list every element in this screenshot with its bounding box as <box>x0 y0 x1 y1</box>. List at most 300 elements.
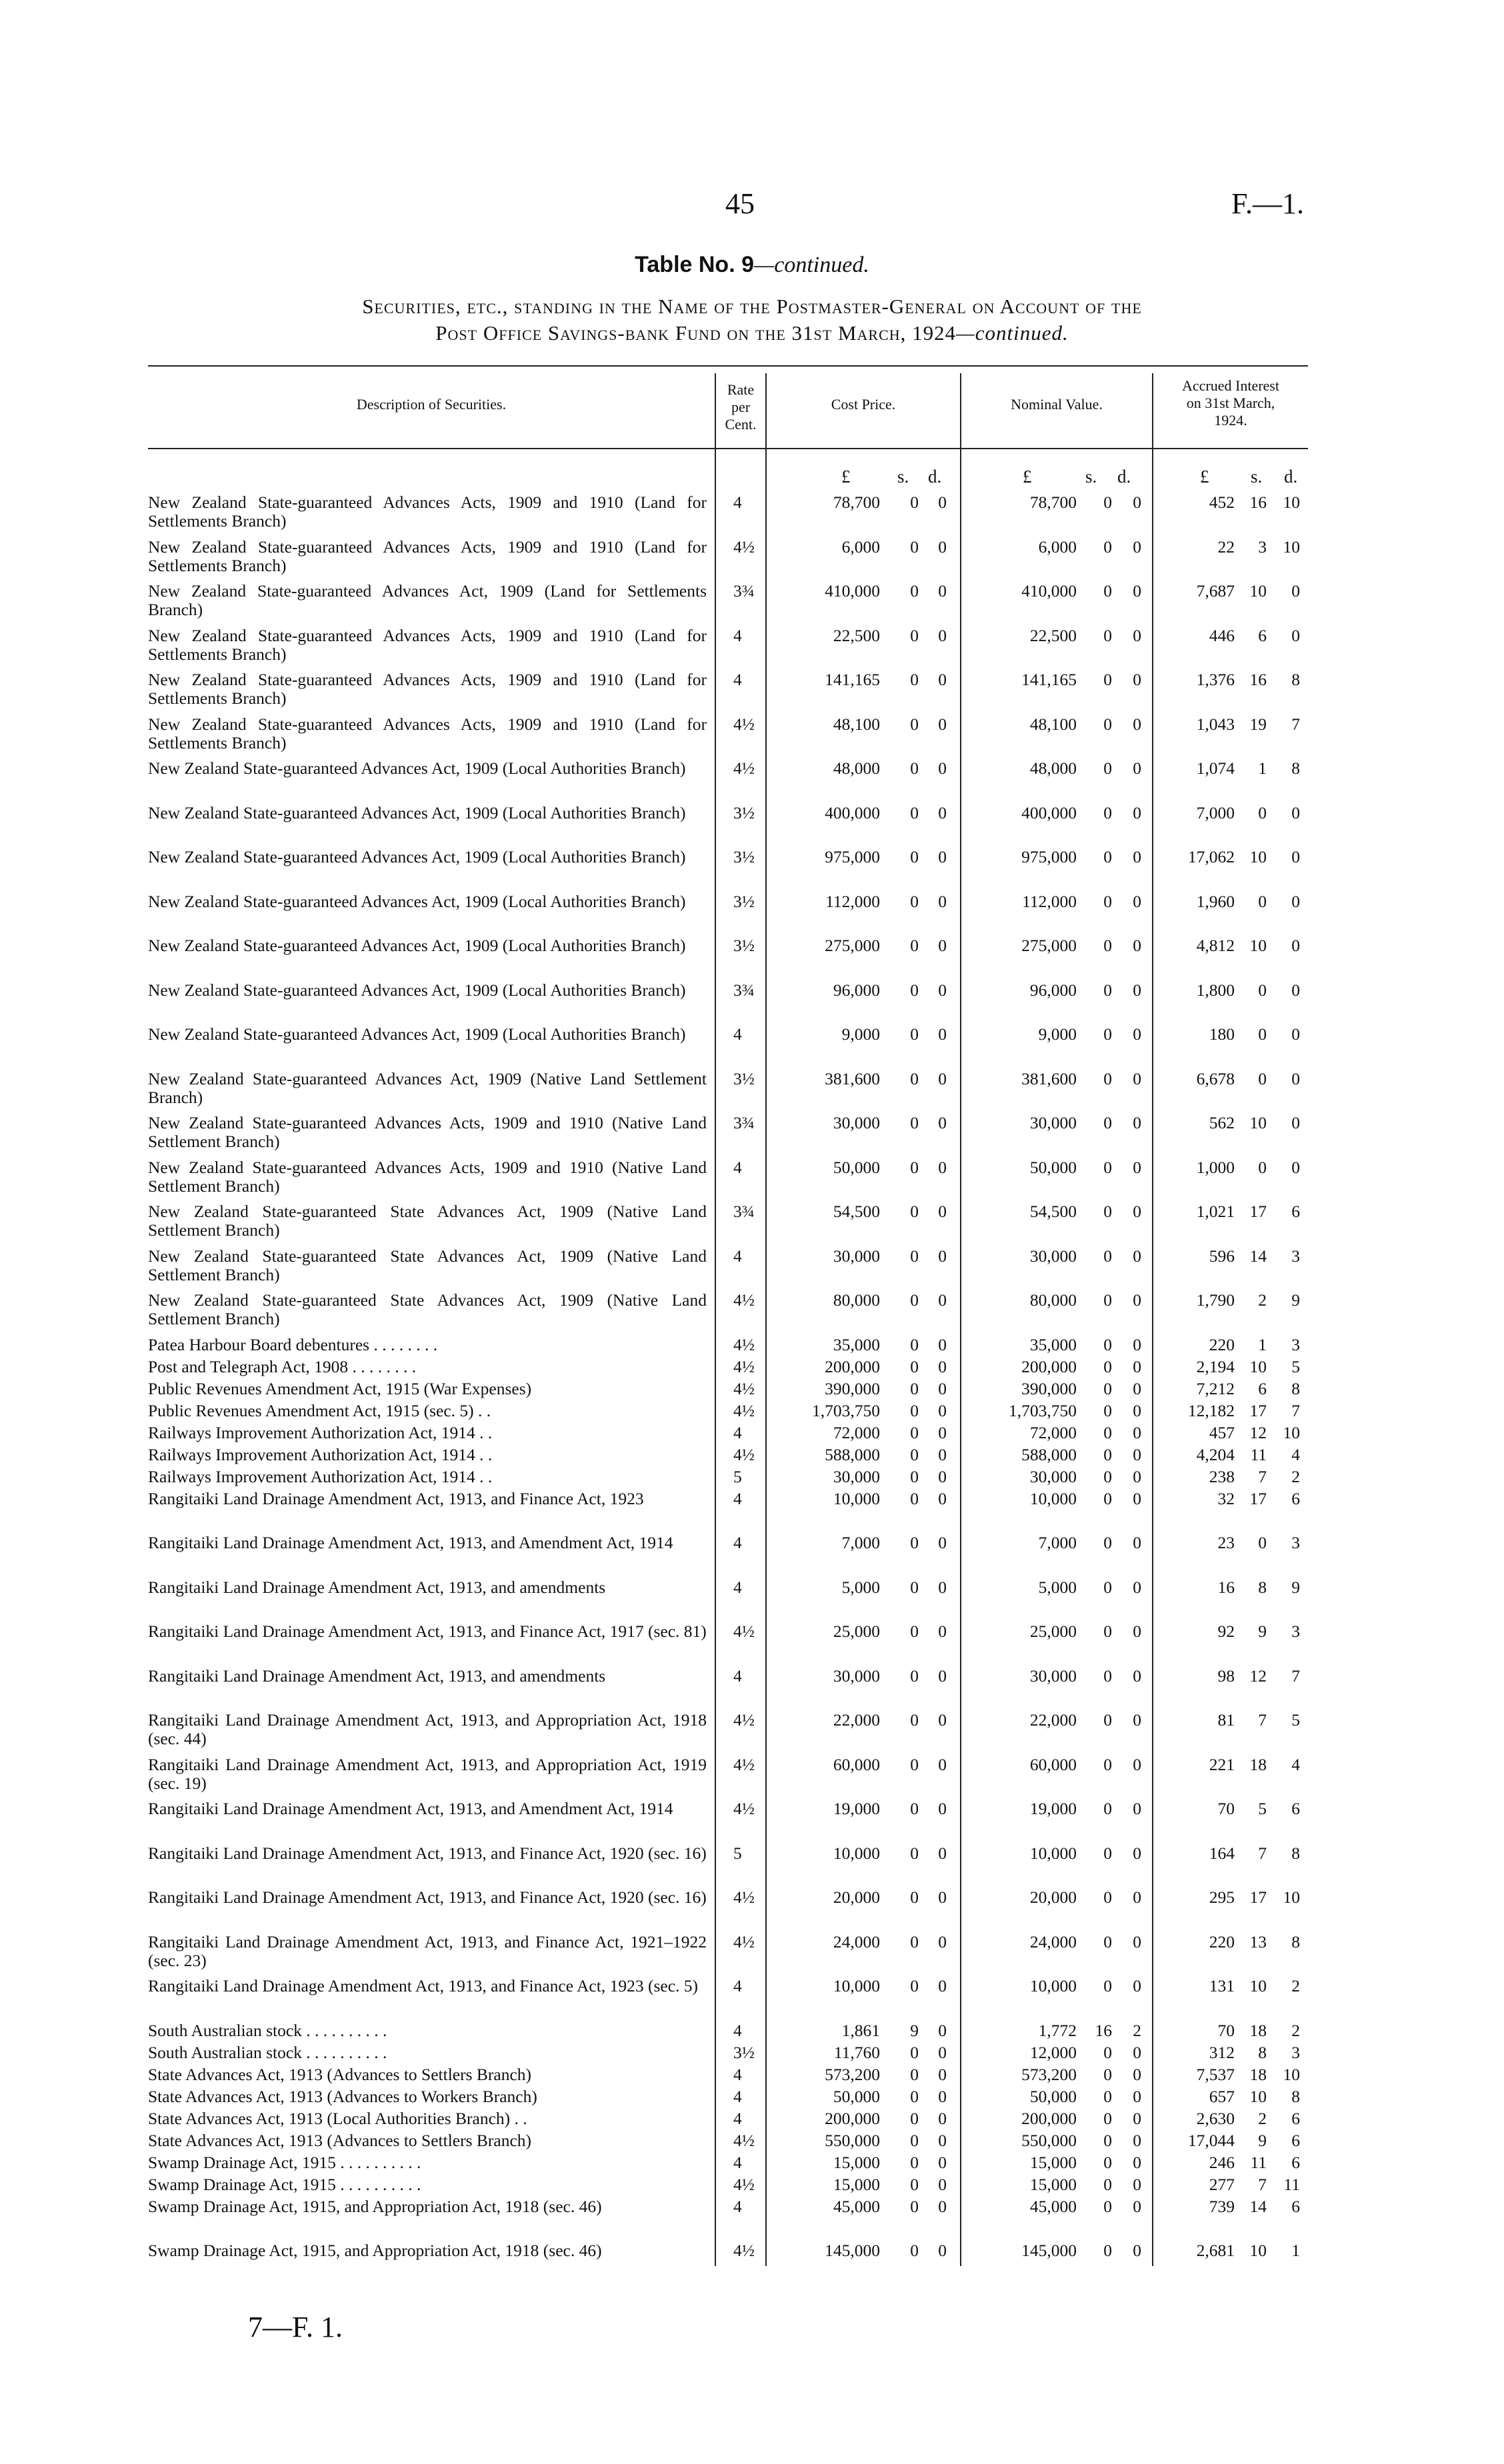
row-cost-pounds: 30,000 <box>833 1466 880 1486</box>
row-description: New Zealand State-guaranteed Advances Act, 1909 (Local Authorities Branch) <box>148 1024 686 1044</box>
subtitle-line-1: Securities, etc., standing in the Name of the Postmaster-General on Account of the <box>362 295 1142 318</box>
row-accrued-pounds: 22 <box>1217 537 1235 557</box>
row-accrued-pence: 1 <box>1291 2241 1300 2260</box>
row-cost-shillings: 0 <box>910 2241 919 2260</box>
row-accrued-pence: 4 <box>1291 1444 1300 1464</box>
row-description: Rangitaiki Land Drainage Amendment Act, 1913, and amendments <box>148 1577 606 1597</box>
row-rate: 4 <box>733 2196 742 2216</box>
row-cost-pence: 0 <box>938 1157 947 1177</box>
row-nominal-shillings: 0 <box>1103 1400 1112 1420</box>
row-cost-pounds: 50,000 <box>833 1157 880 1177</box>
row-cost-shillings: 0 <box>910 980 919 1000</box>
row-nominal-pounds: 54,500 <box>1029 1202 1077 1221</box>
row-nominal-pence: 0 <box>1133 1754 1141 1774</box>
row-nominal-shillings: 0 <box>1103 802 1112 822</box>
row-description: Railways Improvement Authorization Act, 1914 . . <box>148 1422 493 1442</box>
row-cost-pence: 0 <box>938 1710 947 1730</box>
row-accrued-pence: 7 <box>1291 1666 1300 1686</box>
row-rate: 4 <box>733 1157 742 1177</box>
unit-accrued-shillings: s. <box>1251 467 1263 487</box>
row-cost-pounds: 22,000 <box>833 1710 880 1730</box>
row-description: Rangitaiki Land Drainage Amendment Act, 1913, and Finance Act, 1923 <box>148 1488 644 1508</box>
row-nominal-pence: 0 <box>1133 2064 1141 2084</box>
row-cost-pounds: 1,703,750 <box>812 1400 880 1420</box>
row-rate: 4½ <box>733 1710 755 1730</box>
row-cost-pounds: 10,000 <box>833 1488 880 1508</box>
row-cost-pence: 0 <box>938 2174 947 2194</box>
row-rate: 4 <box>733 2020 742 2040</box>
row-cost-shillings: 0 <box>910 1246 919 1266</box>
row-cost-pence: 0 <box>938 714 947 734</box>
column-rule-3 <box>960 373 961 2266</box>
row-description: State Advances Act, 1913 (Advances to Workers Branch) <box>148 2086 537 2106</box>
row-rate: 4½ <box>733 1931 755 1951</box>
row-cost-pounds: 35,000 <box>833 1334 880 1354</box>
row-accrued-pence: 2 <box>1291 1466 1300 1486</box>
row-cost-pence: 0 <box>938 1533 947 1552</box>
row-nominal-pounds: 112,000 <box>1022 891 1077 911</box>
row-cost-pence: 0 <box>938 1246 947 1266</box>
row-description: New Zealand State-guaranteed State Advances Act, 1909 (Native Land Settlement Branch) <box>148 1290 707 1328</box>
row-rate: 4 <box>733 1533 742 1552</box>
row-accrued-pence: 0 <box>1291 847 1300 866</box>
row-cost-pence: 0 <box>938 980 947 1000</box>
row-accrued-shillings: 14 <box>1249 1246 1267 1266</box>
row-accrued-pounds: 246 <box>1209 2152 1235 2172</box>
row-nominal-pence: 0 <box>1133 714 1141 734</box>
row-rate: 5 <box>733 1843 742 1863</box>
row-cost-pence: 0 <box>938 1887 947 1907</box>
row-nominal-shillings: 0 <box>1103 2108 1112 2128</box>
column-rule-4 <box>1152 373 1153 2266</box>
row-nominal-pence: 0 <box>1133 1710 1141 1730</box>
row-accrued-pounds: 4,204 <box>1196 1444 1235 1464</box>
row-accrued-pence: 0 <box>1291 1024 1300 1044</box>
row-nominal-pence: 0 <box>1133 1290 1141 1310</box>
row-nominal-pounds: 10,000 <box>1029 1488 1077 1508</box>
row-nominal-pence: 0 <box>1133 1577 1141 1597</box>
row-accrued-pounds: 657 <box>1209 2086 1235 2106</box>
row-cost-pounds: 11,760 <box>833 2042 880 2062</box>
row-accrued-pounds: 277 <box>1209 2174 1235 2194</box>
row-cost-pounds: 10,000 <box>833 1843 880 1863</box>
row-accrued-pence: 3 <box>1291 1334 1300 1354</box>
row-accrued-shillings: 2 <box>1258 2108 1267 2128</box>
row-rate: 4½ <box>733 758 755 778</box>
row-cost-pounds: 573,200 <box>825 2064 880 2084</box>
row-description: New Zealand State-guaranteed Advances Act, 1909 (Local Authorities Branch) <box>148 936 686 955</box>
row-nominal-shillings: 0 <box>1103 2042 1112 2062</box>
row-rate: 3½ <box>733 1068 755 1088</box>
row-accrued-pounds: 7,212 <box>1196 1378 1235 1398</box>
row-accrued-shillings: 11 <box>1250 1444 1267 1464</box>
row-accrued-pence: 0 <box>1291 1113 1300 1132</box>
row-nominal-pence: 0 <box>1133 537 1141 557</box>
row-cost-shillings: 0 <box>910 1378 919 1398</box>
row-cost-pence: 0 <box>938 891 947 911</box>
row-accrued-shillings: 0 <box>1258 980 1267 1000</box>
unit-accrued-pence: d. <box>1284 467 1298 487</box>
row-nominal-pounds: 5,000 <box>1038 1577 1077 1597</box>
row-accrued-shillings: 7 <box>1258 1710 1267 1730</box>
row-accrued-shillings: 10 <box>1249 581 1267 601</box>
row-accrued-pounds: 7,000 <box>1196 802 1235 822</box>
row-nominal-pounds: 10,000 <box>1029 1976 1077 1995</box>
row-cost-pence: 0 <box>938 2130 947 2150</box>
row-rate: 3½ <box>733 2042 755 2062</box>
row-accrued-pounds: 180 <box>1209 1024 1235 1044</box>
row-cost-shillings: 0 <box>910 1931 919 1951</box>
row-accrued-pounds: 446 <box>1209 625 1235 645</box>
row-accrued-pence: 9 <box>1291 1290 1300 1310</box>
subtitle-line-2-suffix: —continued. <box>956 321 1069 345</box>
row-accrued-pounds: 98 <box>1217 1666 1235 1686</box>
row-cost-shillings: 0 <box>910 1577 919 1597</box>
row-cost-pounds: 390,000 <box>825 1378 880 1398</box>
col-header-rate <box>716 381 765 433</box>
row-cost-shillings: 0 <box>910 1799 919 1818</box>
row-nominal-shillings: 0 <box>1103 625 1112 645</box>
row-nominal-pounds: 975,000 <box>1021 847 1077 866</box>
row-cost-shillings: 0 <box>910 1202 919 1221</box>
row-nominal-pounds: 145,000 <box>1021 2241 1077 2260</box>
row-accrued-pounds: 1,376 <box>1196 670 1235 689</box>
row-rate: 4½ <box>733 2174 755 2194</box>
row-accrued-shillings: 3 <box>1258 537 1267 557</box>
row-nominal-shillings: 0 <box>1103 758 1112 778</box>
row-cost-pounds: 54,500 <box>833 1202 880 1221</box>
row-accrued-pounds: 7,687 <box>1196 581 1235 601</box>
row-nominal-pounds: 30,000 <box>1029 1246 1077 1266</box>
row-description: New Zealand State-guaranteed Advances Act, 1909 (Local Authorities Branch) <box>148 891 686 911</box>
table-title-main: Table No. 9 <box>635 252 755 277</box>
row-nominal-pounds: 15,000 <box>1029 2152 1077 2172</box>
row-accrued-pence: 0 <box>1291 936 1300 955</box>
row-nominal-shillings: 0 <box>1103 1976 1112 1995</box>
row-cost-pence: 0 <box>938 1622 947 1641</box>
row-accrued-pence: 6 <box>1291 2152 1300 2172</box>
row-nominal-pounds: 573,200 <box>1021 2064 1077 2084</box>
row-cost-pounds: 141,165 <box>825 670 880 689</box>
row-accrued-pounds: 12,182 <box>1187 1400 1235 1420</box>
row-accrued-pence: 4 <box>1291 1754 1300 1774</box>
row-nominal-pounds: 200,000 <box>1021 2108 1077 2128</box>
unit-nominal-pound: £ <box>1023 467 1032 487</box>
row-rate: 4 <box>733 1246 742 1266</box>
row-cost-pounds: 30,000 <box>833 1246 880 1266</box>
row-rate: 4½ <box>733 1799 755 1818</box>
row-accrued-pounds: 238 <box>1209 1466 1235 1486</box>
row-accrued-pence: 10 <box>1283 1422 1300 1442</box>
row-nominal-shillings: 0 <box>1103 1422 1112 1442</box>
row-rate: 3½ <box>733 891 755 911</box>
row-cost-pence: 0 <box>938 1466 947 1486</box>
row-accrued-pence: 8 <box>1291 2086 1300 2106</box>
row-cost-shillings: 0 <box>910 1157 919 1177</box>
row-nominal-pounds: 275,000 <box>1021 936 1077 955</box>
row-rate: 4 <box>733 670 742 689</box>
row-nominal-pence: 0 <box>1133 1113 1141 1132</box>
row-cost-pounds: 7,000 <box>841 1533 880 1552</box>
row-description: Swamp Drainage Act, 1915 . . . . . . . . . . <box>148 2174 421 2194</box>
row-accrued-shillings: 18 <box>1249 2020 1267 2040</box>
row-nominal-shillings: 0 <box>1103 2196 1112 2216</box>
row-cost-pounds: 588,000 <box>825 1444 880 1464</box>
row-accrued-pence: 3 <box>1291 1246 1300 1266</box>
row-description: South Australian stock . . . . . . . . . . <box>148 2042 387 2062</box>
row-rate: 3½ <box>733 802 755 822</box>
row-cost-pence: 0 <box>938 1356 947 1376</box>
row-accrued-shillings: 0 <box>1258 1068 1267 1088</box>
row-cost-shillings: 0 <box>910 1976 919 1995</box>
row-accrued-pounds: 220 <box>1209 1931 1235 1951</box>
col-header-accrued-line-3: 1924. <box>1214 412 1247 429</box>
row-nominal-pounds: 1,772 <box>1038 2020 1077 2040</box>
row-accrued-pounds: 70 <box>1217 2020 1235 2040</box>
row-description: Rangitaiki Land Drainage Amendment Act, 1913, and Finance Act, 1921–1922 (sec. 23) <box>148 1931 707 1970</box>
row-nominal-pence: 0 <box>1133 1533 1141 1552</box>
row-nominal-shillings: 0 <box>1103 1754 1112 1774</box>
row-cost-pounds: 48,100 <box>833 714 880 734</box>
row-accrued-pence: 6 <box>1291 1799 1300 1818</box>
row-nominal-shillings: 0 <box>1103 2064 1112 2084</box>
row-nominal-pence: 0 <box>1133 758 1141 778</box>
row-cost-pounds: 550,000 <box>825 2130 880 2150</box>
row-nominal-shillings: 0 <box>1103 1887 1112 1907</box>
row-cost-shillings: 0 <box>910 758 919 778</box>
row-nominal-pence: 0 <box>1133 2130 1141 2150</box>
row-nominal-pence: 0 <box>1133 1378 1141 1398</box>
row-accrued-pounds: 1,074 <box>1196 758 1235 778</box>
row-cost-pence: 0 <box>938 802 947 822</box>
row-rate: 4½ <box>733 714 755 734</box>
row-nominal-pounds: 141,165 <box>1021 670 1077 689</box>
row-nominal-pence: 0 <box>1133 1024 1141 1044</box>
row-nominal-pounds: 35,000 <box>1029 1334 1077 1354</box>
row-description: New Zealand State-guaranteed Advances Act, 1909 (Native Land Settlement Branch) <box>148 1068 707 1107</box>
row-nominal-pounds: 15,000 <box>1029 2174 1077 2194</box>
row-cost-pounds: 15,000 <box>833 2152 880 2172</box>
row-description: New Zealand State-guaranteed Advances Acts, 1909 and 1910 (Native Land Settlement Branch) <box>148 1157 707 1196</box>
row-cost-pounds: 975,000 <box>825 847 880 866</box>
col-header-rate-line-1: Rate <box>727 381 755 398</box>
row-accrued-shillings: 0 <box>1258 1024 1267 1044</box>
row-cost-shillings: 0 <box>910 581 919 601</box>
row-accrued-pence: 0 <box>1291 802 1300 822</box>
row-cost-shillings: 0 <box>910 1622 919 1641</box>
row-accrued-shillings: 0 <box>1258 802 1267 822</box>
row-cost-pence: 0 <box>938 1400 947 1420</box>
row-cost-shillings: 0 <box>910 1666 919 1686</box>
row-nominal-shillings: 0 <box>1103 2086 1112 2106</box>
row-cost-shillings: 9 <box>910 2020 919 2040</box>
row-accrued-pence: 6 <box>1291 2108 1300 2128</box>
row-accrued-shillings: 1 <box>1258 1334 1267 1354</box>
row-nominal-shillings: 0 <box>1103 980 1112 1000</box>
subtitle-line-2 <box>0 320 1504 347</box>
row-nominal-pence: 0 <box>1133 847 1141 866</box>
row-cost-shillings: 0 <box>910 936 919 955</box>
row-cost-shillings: 0 <box>910 1290 919 1310</box>
row-nominal-pounds: 588,000 <box>1021 1444 1077 1464</box>
row-description: Public Revenues Amendment Act, 1915 (sec. 5) . . <box>148 1400 491 1420</box>
row-description: New Zealand State-guaranteed Advances Act, 1909 (Local Authorities Branch) <box>148 980 686 1000</box>
row-accrued-pounds: 221 <box>1209 1754 1235 1774</box>
row-accrued-pounds: 1,043 <box>1196 714 1235 734</box>
row-accrued-shillings: 16 <box>1249 670 1267 689</box>
row-nominal-pounds: 60,000 <box>1029 1754 1077 1774</box>
row-accrued-pence: 8 <box>1291 1843 1300 1863</box>
row-nominal-pounds: 50,000 <box>1029 1157 1077 1177</box>
row-nominal-shillings: 0 <box>1103 2152 1112 2172</box>
row-cost-pence: 0 <box>938 1444 947 1464</box>
row-nominal-pence: 0 <box>1133 980 1141 1000</box>
row-nominal-shillings: 0 <box>1103 537 1112 557</box>
row-description: Patea Harbour Board debentures . . . . . . . . <box>148 1334 438 1354</box>
row-cost-pounds: 112,000 <box>825 891 880 911</box>
row-nominal-pence: 0 <box>1133 1622 1141 1641</box>
row-rate: 4½ <box>733 1334 755 1354</box>
row-cost-pounds: 80,000 <box>833 1290 880 1310</box>
row-cost-pounds: 5,000 <box>841 1577 880 1597</box>
row-nominal-pence: 0 <box>1133 1356 1141 1376</box>
row-accrued-pence: 8 <box>1291 670 1300 689</box>
row-accrued-pence: 0 <box>1291 581 1300 601</box>
row-accrued-shillings: 10 <box>1249 2241 1267 2260</box>
row-rate: 3¾ <box>733 1202 755 1221</box>
row-rate: 4½ <box>733 1444 755 1464</box>
row-accrued-pence: 8 <box>1291 1378 1300 1398</box>
row-cost-shillings: 0 <box>910 1754 919 1774</box>
row-description: State Advances Act, 1913 (Advances to Settlers Branch) <box>148 2130 532 2150</box>
row-rate: 4½ <box>733 1356 755 1376</box>
row-nominal-pounds: 50,000 <box>1029 2086 1077 2106</box>
row-cost-pounds: 50,000 <box>833 2086 880 2106</box>
row-accrued-pence: 9 <box>1291 1577 1300 1597</box>
row-cost-pence: 0 <box>938 758 947 778</box>
row-nominal-pence: 0 <box>1133 1246 1141 1266</box>
row-accrued-shillings: 0 <box>1258 891 1267 911</box>
row-nominal-shillings: 0 <box>1103 1290 1112 1310</box>
row-description: Rangitaiki Land Drainage Amendment Act, 1913, and Finance Act, 1923 (sec. 5) <box>148 1976 699 1995</box>
row-rate: 4½ <box>733 1887 755 1907</box>
row-cost-pence: 0 <box>938 2064 947 2084</box>
row-rate: 3½ <box>733 847 755 866</box>
row-accrued-shillings: 8 <box>1258 1577 1267 1597</box>
row-description: New Zealand State-guaranteed Advances Act, 1909 (Land for Settlements Branch) <box>148 581 707 619</box>
row-accrued-pounds: 2,194 <box>1196 1356 1235 1376</box>
row-accrued-shillings: 7 <box>1258 2174 1267 2194</box>
col-header-accrued-line-2: on 31st March, <box>1186 395 1275 411</box>
row-rate: 3¾ <box>733 980 755 1000</box>
row-accrued-pence: 10 <box>1283 493 1300 512</box>
row-cost-shillings: 0 <box>910 2108 919 2128</box>
row-cost-pence: 0 <box>938 1976 947 1995</box>
row-rate: 4½ <box>733 537 755 557</box>
row-cost-shillings: 0 <box>910 1422 919 1442</box>
row-accrued-pounds: 1,021 <box>1196 1202 1235 1221</box>
row-nominal-shillings: 0 <box>1103 1334 1112 1354</box>
row-description: Rangitaiki Land Drainage Amendment Act, 1913, and amendments <box>148 1666 606 1686</box>
row-nominal-pounds: 30,000 <box>1029 1466 1077 1486</box>
row-cost-shillings: 0 <box>910 670 919 689</box>
row-accrued-pounds: 312 <box>1209 2042 1235 2062</box>
row-accrued-pounds: 452 <box>1209 493 1235 512</box>
row-accrued-pence: 3 <box>1291 1622 1300 1641</box>
row-cost-pounds: 20,000 <box>833 1887 880 1907</box>
row-cost-shillings: 0 <box>910 625 919 645</box>
row-accrued-pence: 0 <box>1291 980 1300 1000</box>
row-cost-pounds: 48,000 <box>833 758 880 778</box>
row-cost-pence: 0 <box>938 537 947 557</box>
row-cost-pounds: 30,000 <box>833 1113 880 1132</box>
row-nominal-pounds: 1,703,750 <box>1009 1400 1077 1420</box>
row-cost-pounds: 25,000 <box>833 1622 880 1641</box>
row-accrued-pounds: 81 <box>1217 1710 1235 1730</box>
row-accrued-shillings: 5 <box>1258 1799 1267 1818</box>
row-cost-pence: 0 <box>938 1113 947 1132</box>
table-title <box>0 252 1504 278</box>
row-nominal-pence: 0 <box>1133 2152 1141 2172</box>
row-accrued-shillings: 10 <box>1249 847 1267 866</box>
row-description: New Zealand State-guaranteed Advances Acts, 1909 and 1910 (Native Land Settlement Branch) <box>148 1113 707 1151</box>
row-cost-pence: 0 <box>938 1068 947 1088</box>
row-rate: 3¾ <box>733 581 755 601</box>
row-nominal-pounds: 48,100 <box>1029 714 1077 734</box>
row-rate: 4 <box>733 1577 742 1597</box>
row-cost-pence: 0 <box>938 581 947 601</box>
row-accrued-pence: 0 <box>1291 891 1300 911</box>
row-description: New Zealand State-guaranteed Advances Act, 1909 (Local Authorities Branch) <box>148 847 686 866</box>
row-nominal-shillings: 0 <box>1103 1710 1112 1730</box>
row-cost-shillings: 0 <box>910 2196 919 2216</box>
row-rate: 4 <box>733 2108 742 2128</box>
row-rate: 4½ <box>733 1622 755 1641</box>
row-accrued-pounds: 1,000 <box>1196 1157 1235 1177</box>
row-nominal-shillings: 0 <box>1103 1378 1112 1398</box>
row-nominal-shillings: 0 <box>1103 1068 1112 1088</box>
row-nominal-pounds: 24,000 <box>1029 1931 1077 1951</box>
row-cost-pence: 0 <box>938 1577 947 1597</box>
row-description: New Zealand State-guaranteed State Advances Act, 1909 (Native Land Settlement Branch) <box>148 1246 707 1284</box>
col-header-rate-line-2: per <box>731 399 751 415</box>
unit-cost-shillings: s. <box>897 467 909 487</box>
row-description: Rangitaiki Land Drainage Amendment Act, 1913, and Appropriation Act, 1918 (sec. 44) <box>148 1710 707 1748</box>
row-accrued-pounds: 562 <box>1209 1113 1235 1132</box>
row-rate: 4 <box>733 1666 742 1686</box>
row-accrued-pence: 6 <box>1291 1202 1300 1221</box>
row-description: State Advances Act, 1913 (Local Authorities Branch) . . <box>148 2108 527 2128</box>
row-rate: 4 <box>733 1024 742 1044</box>
row-nominal-pence: 0 <box>1133 1666 1141 1686</box>
row-rate: 4 <box>733 2086 742 2106</box>
row-nominal-shillings: 16 <box>1095 2020 1112 2040</box>
row-description: Rangitaiki Land Drainage Amendment Act, 1913, and Appropriation Act, 1919 (sec. 19) <box>148 1754 707 1793</box>
row-cost-shillings: 0 <box>910 847 919 866</box>
row-nominal-shillings: 0 <box>1103 1444 1112 1464</box>
row-nominal-shillings: 0 <box>1103 1157 1112 1177</box>
row-nominal-shillings: 0 <box>1103 936 1112 955</box>
row-cost-pounds: 24,000 <box>833 1931 880 1951</box>
row-rate: 4 <box>733 493 742 512</box>
row-nominal-pounds: 12,000 <box>1029 2042 1077 2062</box>
row-rate: 4½ <box>733 2130 755 2150</box>
row-cost-pounds: 72,000 <box>833 1422 880 1442</box>
row-cost-shillings: 0 <box>910 1710 919 1730</box>
row-nominal-shillings: 0 <box>1103 1113 1112 1132</box>
row-description: Public Revenues Amendment Act, 1915 (War Expenses) <box>148 1378 532 1398</box>
row-nominal-shillings: 0 <box>1103 714 1112 734</box>
